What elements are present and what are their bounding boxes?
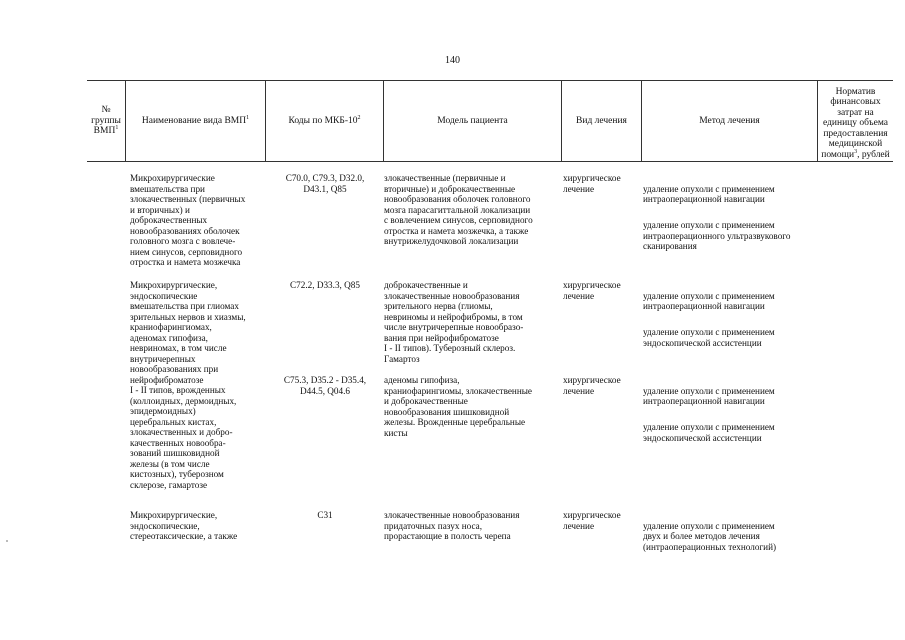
header-patient-model-text: Модель пациента [437, 115, 508, 126]
header-treatment-type [561, 81, 641, 161]
row-4-codes: C31 [317, 510, 333, 520]
footnote-ref: 2 [357, 114, 361, 121]
header-mkb-codes-text: Коды по МКБ-10 [288, 115, 358, 126]
row-4-treatment-type: хирургическое лечение [563, 510, 621, 531]
row-1-treatment-type: хирургическое лечение [563, 173, 621, 194]
header-vmp-name-text: Наименование вида ВМП [141, 115, 247, 126]
row-4-method-1: удаление опухоли с применением двух и более методов лечения (интраоперационных технологий) [643, 520, 777, 552]
row-3-treatment-method [643, 375, 823, 459]
row-4-vmp-name: Микрохирургические, эндоскопические, стереотаксические, а также [130, 510, 238, 541]
header-vmp-name [125, 81, 265, 161]
row-2-codes: C72.2, D33.3, Q85 [290, 280, 360, 290]
header-mkb-codes [265, 81, 383, 161]
footnote-ref: 1 [246, 114, 250, 121]
row-1-method-2: удаление опухоли с применением интраоперационного ультразвукового сканирования [643, 220, 791, 251]
header-normative-unit: , рублей [857, 149, 890, 160]
footnote-ref: 3 [854, 148, 858, 155]
row-2-method-1: удаление опухоли с применением интраоперационной навигации [643, 290, 775, 311]
row-3-method-2: удаление опухоли с применением эндоскопической ассистенции [643, 422, 775, 443]
row-3-method-1: удаление опухоли с применением интраоперационной навигации [643, 385, 775, 406]
row-3-treatment-type: хирургическое лечение [563, 375, 621, 396]
row-2-patient-model: доброкачественные и злокачественные новообразования зрительного нерва (глиомы, невриномы и нейрофибромы, в том числе внутричерепные новообразо- вания при нейрофиброматозе I - II типов). Туберозный склероз. Гамартоз [384, 280, 524, 364]
row-2-vmp-name: Микрохирургические, эндоскопические вмешательства при глиомах зрительных нервов и хиазмы, краниофарингиомах, аденомах гипофиза, невриномах, в том числе внутричерепных новообразованиях при нейрофиброматозе I - II типов, врожденных (коллоидных, дермоидных, эпидермоидных) церебральных кистах, злокачественных и добро- качественных новообра- зований шишковидной железы (в том числе кистозных), туберозном склерозе, гамартозе [130, 280, 246, 490]
row-4-treatment-method [643, 510, 823, 568]
page-number: 140 [445, 55, 460, 66]
row-4-patient-model: злокачественные новообразования придаточных пазух носа, прорастающие в полость черепа [384, 510, 520, 541]
header-normative-text: Норматив финансовых затрат на единицу объема предоставления медицинской помощи [821, 86, 889, 160]
row-3-codes: C75.3, D35.2 - D35.4, D44.5, Q04.6 [283, 375, 367, 396]
row-1-treatment-method [643, 173, 823, 267]
row-3-patient-model: аденомы гипофиза, краниофарингиомы, злокачественные и доброкачественные новообразования шишковидной железы. Врожденные церебральные кисты [384, 375, 533, 438]
row-2-treatment-method [643, 280, 823, 364]
header-treatment-method-text: Метод лечения [699, 115, 760, 126]
header-treatment-type-text: Вид лечения [576, 115, 627, 126]
row-2-method-2: удаление опухоли с применением эндоскопической ассистенции [643, 327, 775, 348]
row-1-vmp-name: Микрохирургические вмешательства при злокачественных (первичных и вторичных) и доброкачественных новообразованиях оболочек головного мозга с вовлече- нием синусов, серповидного отростка и намета мозжечка [130, 173, 246, 267]
row-1-codes: C70.0, C79.3, D32.0, D43.1, Q85 [285, 173, 365, 194]
header-normative [817, 81, 893, 161]
scan-artifact [6, 540, 8, 542]
row-1-patient-model: злокачественные (первичные и вторичные) и доброкачественные новообразования оболочек головного мозга парасагиттальной локализации с вовлечением синусов, серповидного отростка и намета мозжечка, а также внутрижелудочковой локализации [384, 173, 533, 246]
header-group-number [87, 81, 125, 161]
header-patient-model [383, 81, 561, 161]
footnote-ref: 1 [115, 125, 119, 132]
header-group-number-text: № группы ВМП [91, 105, 121, 137]
table-header [87, 80, 893, 162]
row-1-method-1: удаление опухоли с применением интраоперационной навигации [643, 183, 775, 204]
row-2-treatment-type: хирургическое лечение [563, 280, 621, 301]
header-treatment-method [641, 81, 817, 161]
